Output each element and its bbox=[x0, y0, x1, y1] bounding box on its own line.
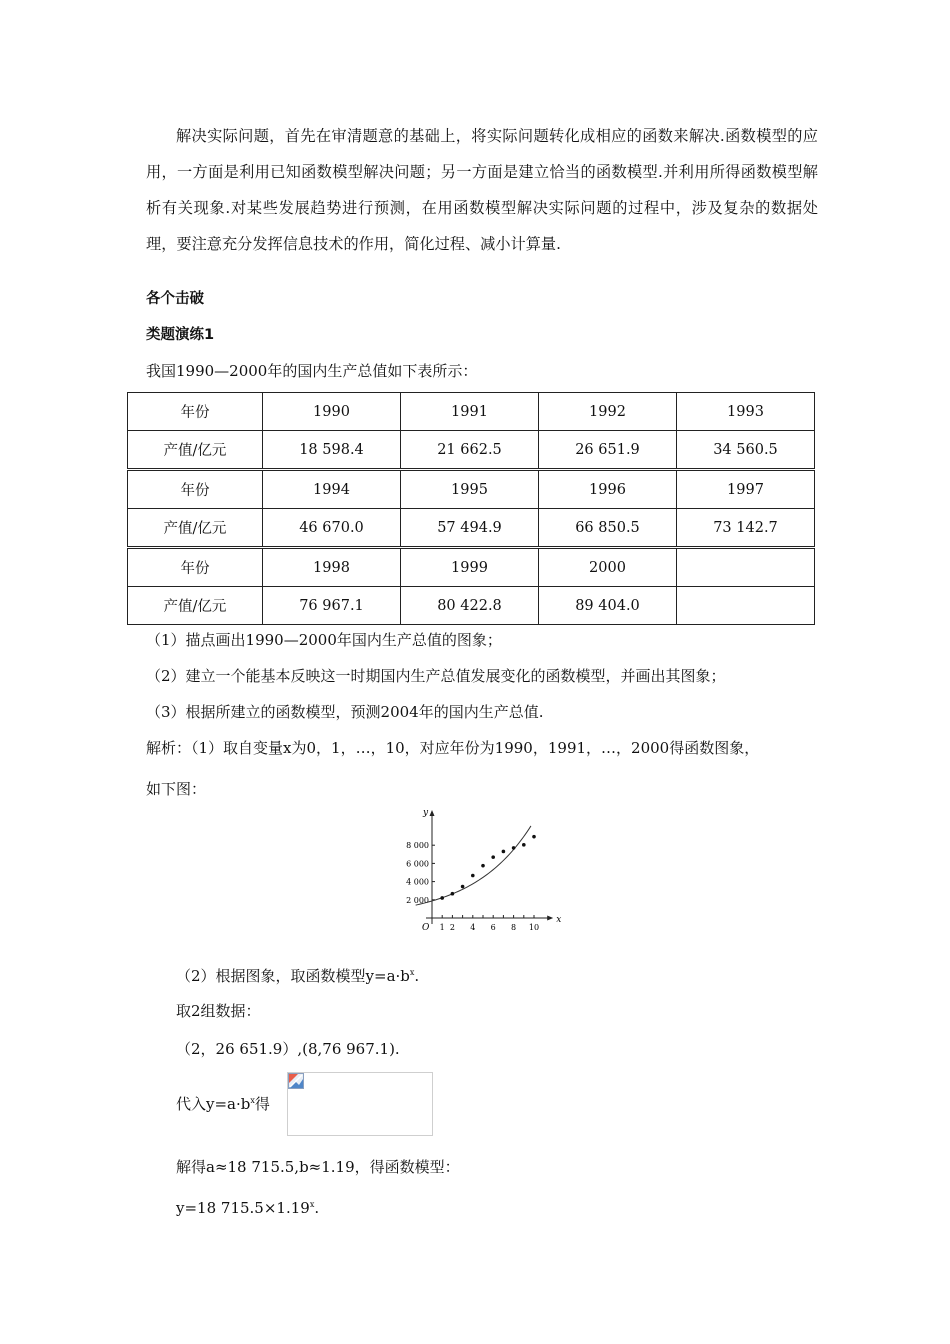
year-cell: 1993 bbox=[677, 393, 815, 431]
broken-image-icon bbox=[288, 1073, 304, 1089]
value-label: 产值/亿元 bbox=[128, 587, 263, 625]
data-point bbox=[471, 874, 475, 878]
year-cell: 1995 bbox=[401, 471, 539, 509]
heading-exercise-1: 类题演练1 bbox=[146, 327, 215, 343]
value-cell: 18 598.4 bbox=[263, 431, 401, 469]
y-tick-label: 6 000 bbox=[406, 859, 429, 869]
table-row bbox=[128, 587, 815, 625]
exponent: x bbox=[250, 1096, 255, 1105]
solution-2-text: （2）根据图象，取函数模型y=a·b bbox=[176, 967, 410, 985]
data-point bbox=[512, 846, 516, 850]
model-text: y=18 715.5×1.19 bbox=[176, 1199, 310, 1217]
table-row bbox=[128, 431, 815, 469]
period: . bbox=[414, 967, 420, 985]
year-cell bbox=[677, 549, 815, 587]
year-label: 年份 bbox=[128, 393, 263, 431]
x-axis-arrow bbox=[547, 916, 553, 921]
x-tick-label: 6 bbox=[490, 923, 496, 932]
value-cell: 57 494.9 bbox=[401, 509, 539, 547]
year-cell: 1991 bbox=[401, 393, 539, 431]
value-cell bbox=[677, 587, 815, 625]
model-line bbox=[176, 1195, 846, 1218]
year-cell: 1994 bbox=[263, 471, 401, 509]
gdp-table bbox=[127, 548, 815, 625]
data-point bbox=[502, 850, 506, 854]
value-cell: 34 560.5 bbox=[677, 431, 815, 469]
year-cell: 1997 bbox=[677, 471, 815, 509]
y-tick-label: 4 000 bbox=[406, 877, 429, 887]
table-caption: 我国1990—2000年的国内生产总值如下表所示： bbox=[146, 362, 478, 380]
data-point bbox=[491, 855, 495, 859]
x-tick-label: 4 bbox=[470, 923, 476, 932]
data-point bbox=[461, 885, 465, 889]
question-1: （1）描点画出1990—2000年国内生产总值的图象； bbox=[146, 631, 502, 649]
value-cell: 21 662.5 bbox=[401, 431, 539, 469]
take-two-line: 取2组数据： bbox=[176, 1002, 261, 1020]
x-tick-label: 8 bbox=[511, 923, 517, 932]
table-row bbox=[128, 509, 815, 547]
value-cell: 46 670.0 bbox=[263, 509, 401, 547]
year-cell: 2000 bbox=[539, 549, 677, 587]
value-cell: 66 850.5 bbox=[539, 509, 677, 547]
x-tick-label: 10 bbox=[528, 923, 540, 932]
value-label: 产值/亿元 bbox=[128, 509, 263, 547]
origin-label: O bbox=[422, 923, 430, 933]
year-cell: 1992 bbox=[539, 393, 677, 431]
exponent: x bbox=[409, 968, 415, 977]
substitute-end: 得 bbox=[254, 1095, 270, 1113]
value-cell: 76 967.1 bbox=[263, 587, 401, 625]
value-cell: 80 422.8 bbox=[401, 587, 539, 625]
year-cell: 1998 bbox=[263, 549, 401, 587]
y-axis-label: y bbox=[423, 808, 429, 818]
exponent: x bbox=[309, 1200, 315, 1209]
question-2: （2）建立一个能基本反映这一时期国内生产总值发展变化的函数模型，并画出其图象； bbox=[146, 667, 726, 685]
table-row bbox=[128, 549, 815, 587]
year-label: 年份 bbox=[128, 471, 263, 509]
y-axis-arrow bbox=[430, 810, 435, 816]
year-label: 年份 bbox=[128, 549, 263, 587]
value-cell: 89 404.0 bbox=[539, 587, 677, 625]
solution-1-line-2: 如下图： bbox=[146, 780, 207, 798]
data-point bbox=[481, 864, 485, 868]
year-cell: 1999 bbox=[401, 549, 539, 587]
data-point bbox=[522, 843, 526, 847]
data-point bbox=[440, 896, 444, 900]
gdp-table bbox=[127, 470, 815, 547]
solution-2-line bbox=[176, 963, 846, 986]
x-tick-label: 2 bbox=[449, 923, 455, 932]
gdp-table bbox=[127, 392, 815, 469]
value-cell: 26 651.9 bbox=[539, 431, 677, 469]
intro-paragraph: 解决实际问题，首先在审清题意的基础上，将实际问题转化成相应的函数来解决.函数模型的应用，一方面是利用已知函数模型解决问题；另一方面是建立恰当的函数模型.并利用所得函数模型解析有关现象.对某些发展趋势进行预测，在用函数模型解决实际问题的过程中，涉及复杂的数据处理，要注意充分发挥信息技术的作用，简化过程、减小计算量. bbox=[146, 127, 818, 253]
value-cell: 73 142.7 bbox=[677, 509, 815, 547]
x-axis-label: x bbox=[556, 915, 562, 925]
table-row bbox=[128, 393, 815, 431]
solve-line: 解得a≈18 715.5,b≈1.19，得函数模型： bbox=[176, 1158, 460, 1176]
model-curve bbox=[416, 826, 531, 905]
year-cell: 1996 bbox=[539, 471, 677, 509]
gdp-scatter-chart bbox=[392, 805, 562, 940]
heading-each-break: 各个击破 bbox=[146, 291, 204, 307]
value-label: 产值/亿元 bbox=[128, 431, 263, 469]
table-row bbox=[128, 471, 815, 509]
substitute-text: 代入y=a·b bbox=[176, 1095, 251, 1113]
equation-image-placeholder bbox=[287, 1072, 433, 1136]
y-tick-label: 2 000 bbox=[406, 895, 429, 905]
x-tick-label: 1 bbox=[439, 923, 445, 932]
y-tick-label: 8 000 bbox=[406, 841, 429, 851]
data-point bbox=[532, 835, 536, 839]
question-3: （3）根据所建立的函数模型，预测2004年的国内生产总值. bbox=[146, 703, 544, 721]
substitute-line bbox=[176, 1091, 846, 1114]
chart-layer bbox=[406, 808, 561, 933]
pairs-line: （2，26 651.9）,(8,76 967.1). bbox=[176, 1040, 400, 1058]
year-cell: 1990 bbox=[263, 393, 401, 431]
period: . bbox=[314, 1199, 320, 1217]
data-point bbox=[451, 892, 455, 896]
solution-1-line-1: 解析：（1）取自变量x为0，1，…，10，对应年份为1990，1991，…，2000得函数图象， bbox=[146, 739, 760, 757]
